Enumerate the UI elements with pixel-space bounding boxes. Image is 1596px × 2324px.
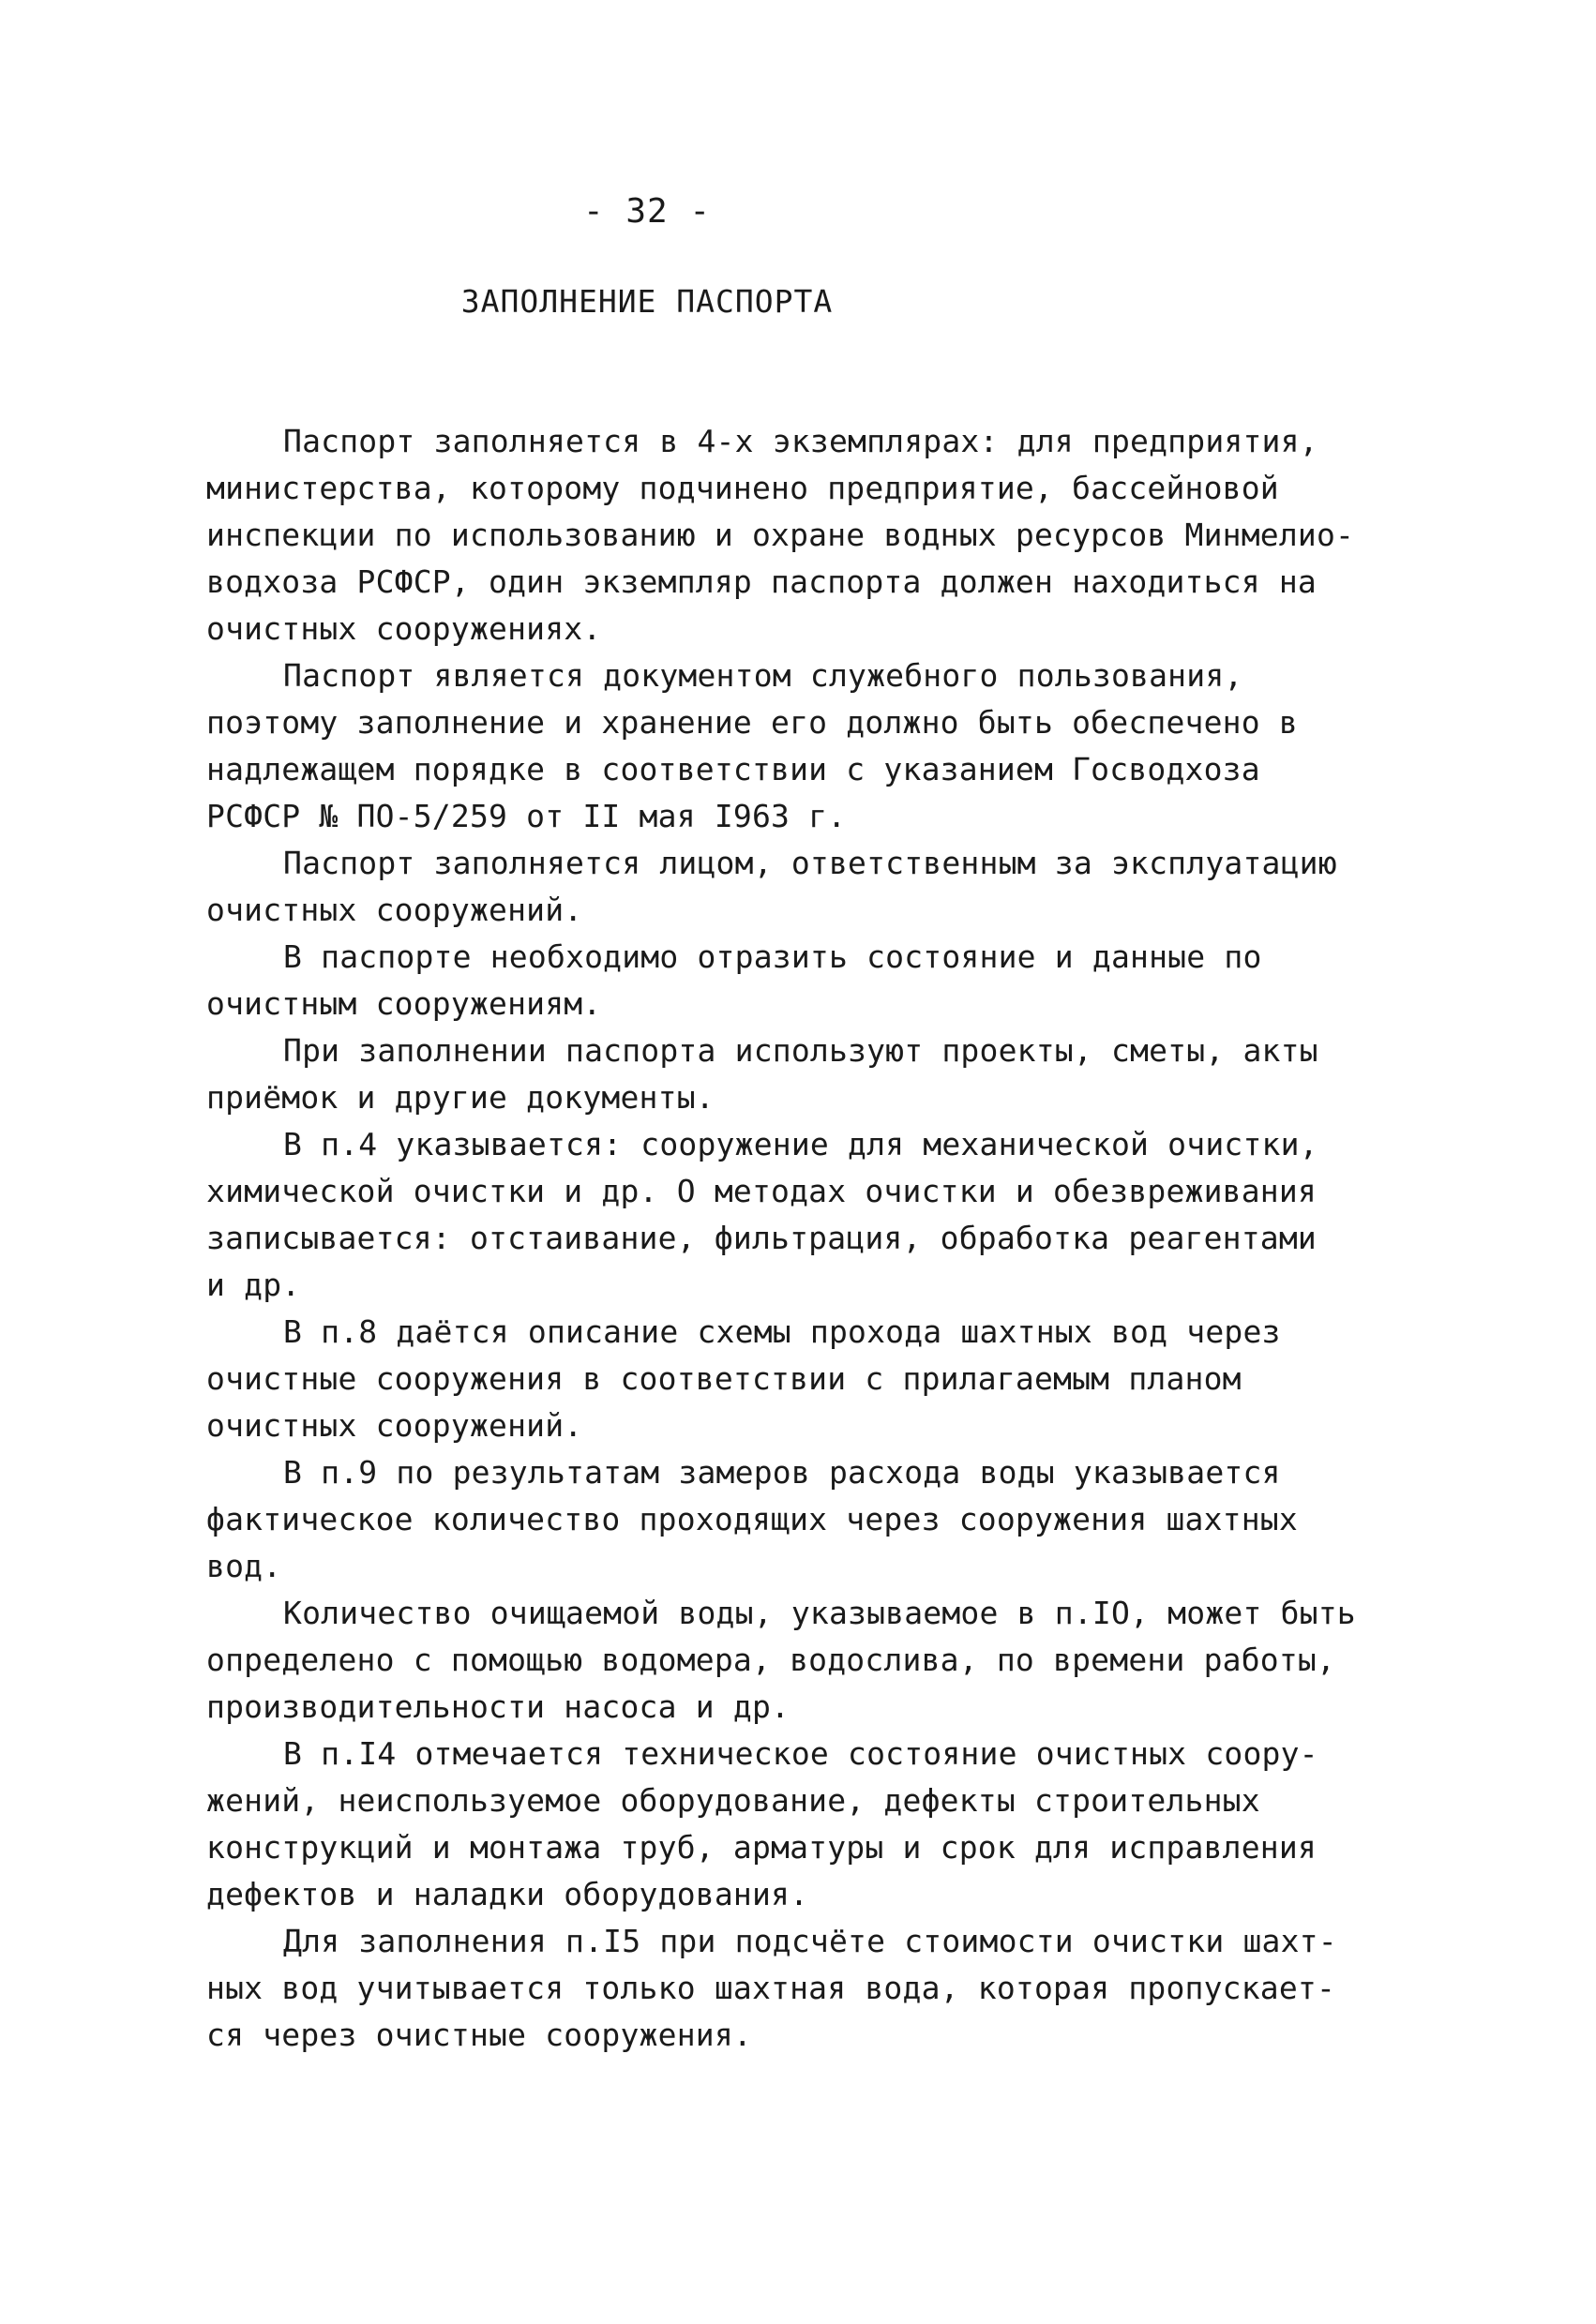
text-line: очистные сооружения в соответствии с прилагаемым планом	[206, 1360, 1242, 1397]
paragraph	[206, 418, 1425, 652]
text-line: приёмок и другие документы.	[206, 1079, 715, 1116]
text-line: вод.	[206, 1548, 282, 1584]
text-line: надлежащем порядке в соответствии с указанием Госводхоза	[206, 751, 1260, 787]
text-line: министерства, которому подчинено предприятие, бассейновой	[206, 470, 1279, 506]
paragraph	[206, 1590, 1425, 1731]
page-title: ЗАПОЛНЕНИЕ ПАСПОРТА	[460, 283, 834, 320]
text-line: конструкций и монтажа труб, арматуры и срок для исправления	[206, 1829, 1317, 1866]
text-line: фактическое количество проходящих через сооружения шахтных	[206, 1501, 1298, 1537]
text-line: ных вод учитывается только шахтная вода, которая пропускает-	[206, 1970, 1336, 2006]
text-line: В п.9 по результатам замеров расхода воды указывается	[283, 1454, 1281, 1491]
text-line: РСФСР № ПО-5/259 от II мая I963 г.	[206, 798, 847, 834]
text-line: водхоза РСФСР, один экземпляр паспорта должен находиться на	[206, 563, 1317, 600]
text-line: При заполнении паспорта используют проекты, сметы, акты	[283, 1032, 1318, 1069]
text-line: В п.8 даётся описание схемы прохода шахтных вод через	[283, 1313, 1281, 1350]
paragraph	[206, 652, 1425, 840]
text-line: очистных сооружений.	[206, 892, 583, 928]
text-line: В паспорте необходимо отразить состояние и данные по	[283, 938, 1262, 975]
text-line: очистным сооружениям.	[206, 985, 602, 1022]
paragraph	[206, 1731, 1425, 1918]
text-line: жений, неиспользуемое оборудование, дефекты строительных	[206, 1782, 1260, 1819]
text-line: дефектов и наладки оборудования.	[206, 1876, 809, 1912]
text-line: Для заполнения п.I5 при подсчёте стоимости очистки шахт-	[283, 1923, 1337, 1959]
text-line: Паспорт заполняется в 4-х экземплярах: для предприятия,	[283, 423, 1318, 459]
paragraph	[206, 1027, 1425, 1121]
text-line: поэтому заполнение и хранение его должно быть обеспечено в	[206, 704, 1298, 741]
document-body	[206, 418, 1425, 2059]
text-line: инспекции по использованию и охране водных ресурсов Минмелио-	[206, 517, 1355, 553]
paragraph	[206, 1918, 1425, 2059]
text-line: определено с помощью водомера, водослива, по времени работы,	[206, 1642, 1336, 1678]
paragraph	[206, 1309, 1425, 1449]
page-number: - 32 -	[582, 192, 712, 231]
paragraph	[206, 1449, 1425, 1590]
paragraph	[206, 840, 1425, 934]
text-line: производительности насоса и др.	[206, 1688, 790, 1725]
text-line: и др.	[206, 1267, 301, 1303]
text-line: В п.I4 отмечается техническое состояние очистных соору-	[283, 1735, 1318, 1772]
text-line: очистных сооружениях.	[206, 610, 602, 647]
text-line: записывается: отстаивание, фильтрация, обработка реагентами	[206, 1220, 1317, 1256]
text-line: Паспорт заполняется лицом, ответственным за эксплуатацию	[283, 845, 1337, 881]
text-line: химической очистки и др. О методах очистки и обезвреживания	[206, 1173, 1317, 1209]
paragraph	[206, 1121, 1425, 1309]
text-line: Количество очищаемой воды, указываемое в п.IO, может быть	[283, 1595, 1356, 1631]
paragraph	[206, 934, 1425, 1027]
text-line: очистных сооружений.	[206, 1407, 583, 1444]
text-line: ся через очистные сооружения.	[206, 2017, 752, 2053]
text-line: Паспорт является документом служебного пользования,	[283, 657, 1243, 694]
text-line: В п.4 указывается: сооружение для механической очистки,	[283, 1126, 1318, 1162]
